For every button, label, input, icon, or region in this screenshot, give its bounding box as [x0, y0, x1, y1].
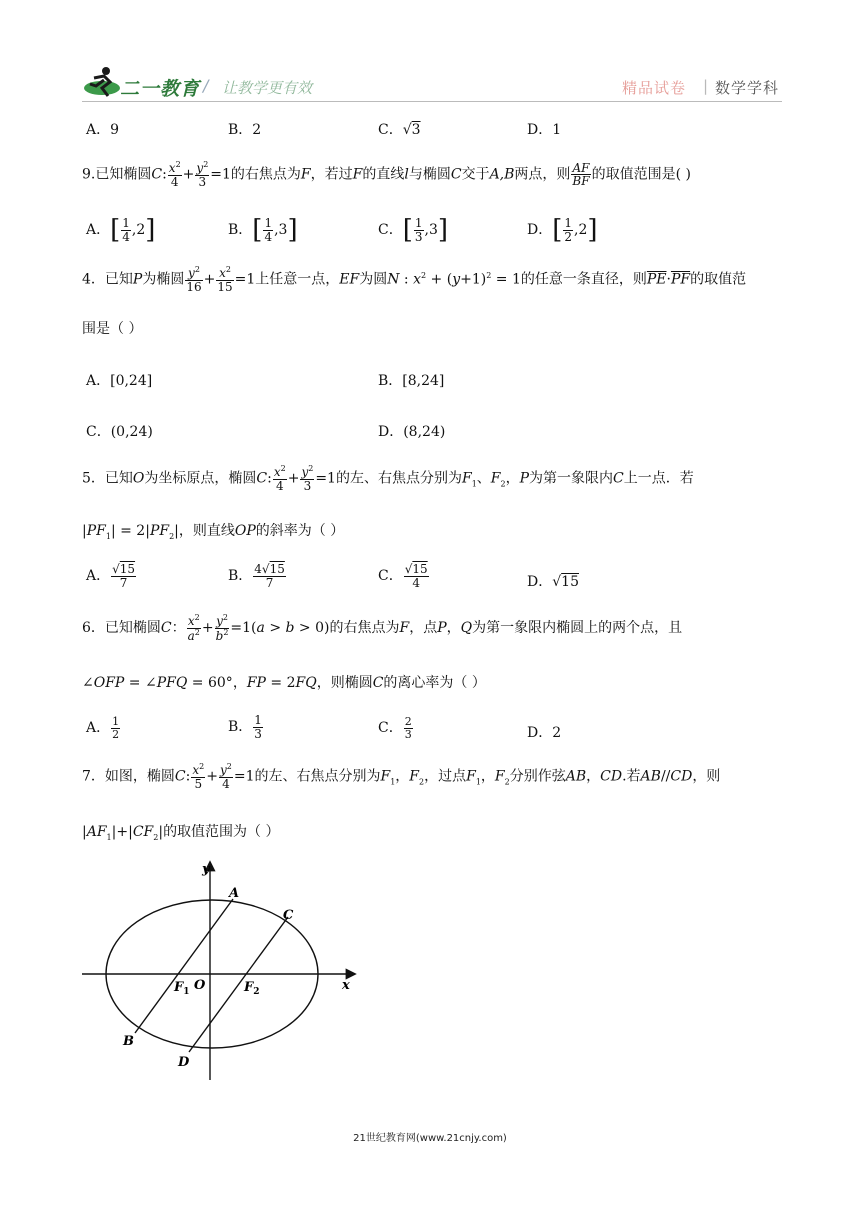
q4-option-b: B．[8,24]: [378, 373, 445, 389]
label-f1: $F_1$: [174, 980, 190, 997]
label-o: O: [194, 978, 206, 993]
q5-stem-line2: $|PF_1| = 2|PF_2|$，则直线OP的斜率为（ ）: [82, 523, 345, 541]
q6-stem: 6．已知椭圆C： $\frac{x^2}{a^2}$ + $\frac{y^2}{b^2}$ =1(a > b > 0)的右焦点为F，点P，Q为第一象限内椭圆上的两个点，且: [82, 613, 683, 643]
header-slogan: 让教学更有效: [222, 79, 313, 97]
q4-option-d: D．(8,24): [378, 424, 446, 440]
header-slash: /: [203, 76, 209, 95]
q6-option-c: C． $\frac{2}{3}$: [378, 715, 412, 741]
label-d: D: [178, 1055, 190, 1070]
ellipse-figure: [78, 855, 368, 1085]
label-a: A: [229, 886, 240, 901]
page-footer: 21世纪教育网(www.21cnjy.com): [353, 1133, 507, 1144]
q5-option-d: D．√15: [527, 574, 579, 590]
header-label: 精品试卷: [622, 79, 687, 97]
q5-option-b: B． $\frac{4√15}{7}$: [228, 562, 285, 590]
q9-stem: 9.已知椭圆C: $\frac{x^2}{4}$ + $\frac{y^2}{3}$ =1的右焦点为F，若过F的直线l与椭圆C交于A,B两点，则 $\frac{AF}{BF}$ 的取值范围是( ): [82, 160, 691, 189]
q9-option-c: C．[ $\frac{1}{3}$ ,3]: [378, 215, 449, 245]
label-c: C: [283, 908, 294, 923]
q5-option-c: C． $\frac{√15}{4}$: [378, 562, 428, 590]
q8-option-d: D．1: [527, 122, 562, 138]
header-subject: 数学学科: [715, 79, 780, 97]
q8-option-a: A．9: [86, 122, 120, 138]
q4-stem-line2: 围是（ ）: [82, 321, 143, 337]
label-x: x: [342, 978, 350, 993]
q4-stem: 4．已知P为椭圆 $\frac{y^2}{16}$ + $\frac{x^2}{15}$ =1上任意一点，EF为圆N : $x^2 + (y+1)^2 = 1$的任意一条直径，则$\overline{PE}\cdot\overline{PF}$的取值范: [82, 265, 747, 294]
q7-stem: 7．如图，椭圆C: $\frac{x^2}{5}$ + $\frac{y^2}{4}$ =1的左、右焦点分别为$F_1$，$F_2$，过点$F_1$，$F_2$分别作弦AB，CD.若AB//CD，则: [82, 762, 721, 791]
label-b: B: [123, 1034, 134, 1049]
header-rule: [82, 101, 782, 102]
q8-option-c: C．√3: [378, 122, 421, 138]
q5-option-a: A． $\frac{√15}{7}$: [86, 562, 136, 590]
q6-option-d: D．2: [527, 725, 562, 741]
q7-stem-line2: $|AF_1|+|CF_2|$的取值范围为（ ）: [82, 824, 280, 842]
label-f2: $F_2$: [244, 980, 260, 997]
q4-option-c: C．(0,24): [86, 424, 153, 440]
q8-option-b: B．2: [228, 122, 262, 138]
q5-stem: 5．已知O为坐标原点，椭圆C: $\frac{x^2}{4}$ + $\frac{y^2}{3}$ =1的左、右焦点分别为$F_1$、$F_2$，P为第一象限内C上一点．若: [82, 464, 694, 493]
q4-option-a: A．[0,24]: [86, 373, 153, 389]
q6-option-a: A． $\frac{1}{2}$: [86, 715, 120, 741]
q9-option-b: B．[ $\frac{1}{4}$ ,3]: [228, 215, 298, 245]
q6-option-b: B． $\frac{1}{3}$: [228, 713, 262, 741]
q9-option-a: A．[ $\frac{1}{4}$ ,2]: [86, 215, 156, 245]
header-divider: |: [703, 77, 709, 95]
q9-option-d: D．[ $\frac{1}{2}$ ,2]: [527, 215, 598, 245]
label-y: y: [202, 862, 210, 877]
brand-name: 二一教育: [120, 78, 201, 100]
q6-stem-line2: ∠OFP = ∠PFQ = 60°，FP = 2FQ，则椭圆C的离心率为（ ）: [82, 675, 486, 691]
